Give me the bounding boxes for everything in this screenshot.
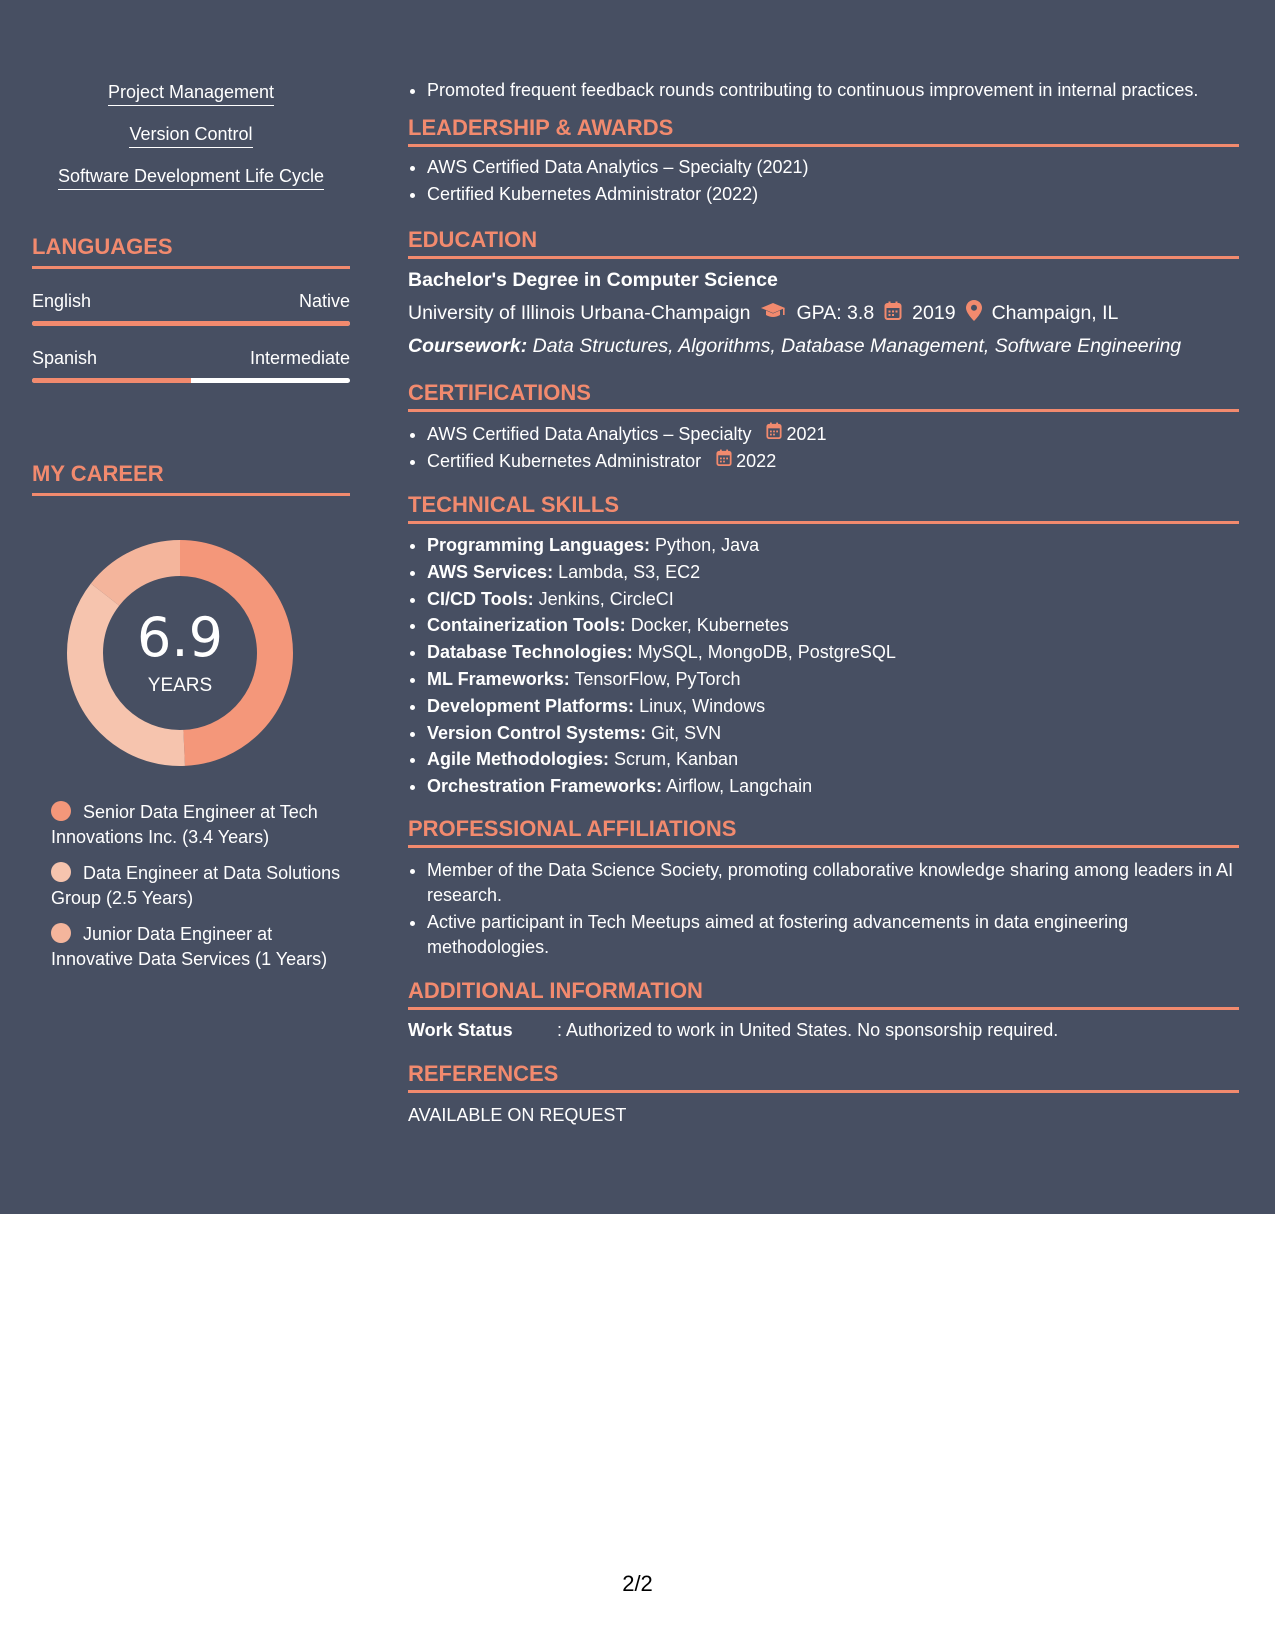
coursework-value: Data Structures, Algorithms, Database Management, Software Engineering <box>532 335 1182 357</box>
legend-dot <box>51 801 71 821</box>
education-year: 2019 <box>912 302 956 324</box>
language-spanish <box>32 348 350 383</box>
technical-skill-item <box>427 612 1239 639</box>
career-donut-chart <box>65 538 295 768</box>
additional-info-heading: ADDITIONAL INFORMATION <box>408 978 1239 1010</box>
technical-skill-value: Python, Java <box>655 535 760 555</box>
calendar-icon <box>766 422 782 447</box>
skill-item: Version Control <box>32 124 350 145</box>
education-degree: Bachelor's Degree in Computer Science <box>408 269 778 291</box>
certification-item: • AWS Certified Data Analytics – Specialty 2021 <box>427 422 1239 447</box>
technical-skill-item <box>427 773 1239 800</box>
experience-bullet: • Promoted frequent feedback rounds contributing to continuous improvement in internal practices. <box>427 78 1239 103</box>
skills-list <box>32 82 350 187</box>
main-content <box>408 78 1239 1126</box>
technical-skill-value: Docker, Kubernetes <box>630 615 789 636</box>
affiliations-list <box>408 858 1239 960</box>
technical-skill-value: Linux, Windows <box>639 695 766 716</box>
language-level: Intermediate <box>249 348 350 368</box>
leadership-heading: LEADERSHIP & AWARDS <box>408 115 1239 147</box>
technical-skill-value: Lambda, S3, EC2 <box>558 561 701 582</box>
language-proficiency-bar <box>32 378 350 383</box>
technical-skill-value: Airflow, Langchain <box>666 776 813 797</box>
language-name: Spanish <box>32 348 98 368</box>
legend-dot <box>51 862 71 882</box>
career-legend-item: Data Engineer at Data Solutions Group (2.5 Years) <box>51 863 341 908</box>
affiliations-heading: PROFESSIONAL AFFILIATIONS <box>408 816 1239 848</box>
coursework-label: Coursework: <box>408 335 528 357</box>
education-coursework <box>408 335 1239 358</box>
work-status-value: : Authorized to work in United States. No sponsorship required. <box>557 1019 1059 1040</box>
references-text: AVAILABLE ON REQUEST <box>408 1104 627 1125</box>
technical-skill-label: Orchestration Frameworks: <box>427 776 663 797</box>
graduation-cap-icon <box>760 302 786 326</box>
language-proficiency-bar <box>32 321 350 326</box>
sidebar <box>32 82 350 983</box>
technical-skills-heading: TECHNICAL SKILLS <box>408 492 1239 524</box>
technical-skill-value: Git, SVN <box>651 722 722 743</box>
certification-item: • Certified Kubernetes Administrator 2022 <box>427 449 1239 474</box>
technical-skill-item <box>427 559 1239 586</box>
certification-year: 2021 <box>786 424 827 444</box>
technical-skill-value: MySQL, MongoDB, PostgreSQL <box>637 642 896 663</box>
technical-skill-item <box>427 720 1239 747</box>
career-legend <box>51 800 341 972</box>
technical-skill-item <box>427 666 1239 693</box>
technical-skills-list <box>408 532 1239 800</box>
work-status-row <box>408 1020 1239 1041</box>
certifications-list <box>408 422 1239 474</box>
technical-skill-item <box>427 746 1239 773</box>
languages-heading: LANGUAGES <box>32 234 350 269</box>
technical-skill-item <box>427 532 1239 559</box>
career-legend-item: Senior Data Engineer at Tech Innovations Inc. (3.4 Years) <box>51 802 318 847</box>
technical-skill-label: Version Control Systems: <box>427 722 647 743</box>
technical-skill-label: ML Frameworks: <box>427 668 570 689</box>
career-total-unit: YEARS <box>147 675 213 696</box>
affiliation-item: • Active participant in Tech Meetups aimed at fostering advancements in data engineering methodologies. <box>427 910 1239 960</box>
technical-skill-label: Programming Languages: <box>427 535 651 555</box>
technical-skill-label: Agile Methodologies: <box>427 749 609 770</box>
experience-bullets <box>408 78 1239 103</box>
language-name: English <box>32 291 92 311</box>
leadership-list <box>408 155 1239 207</box>
leadership-item: • AWS Certified Data Analytics – Specialty (2021) <box>427 155 1239 180</box>
career-heading: MY CAREER <box>32 461 350 496</box>
education-details <box>408 300 1239 327</box>
map-pin-icon <box>966 300 982 327</box>
certifications-heading: CERTIFICATIONS <box>408 380 1239 412</box>
language-english <box>32 291 350 326</box>
career-legend-item: Junior Data Engineer at Innovative Data Services (1 Years) <box>51 924 328 969</box>
technical-skill-item <box>427 639 1239 666</box>
certification-year: 2022 <box>736 451 777 471</box>
technical-skill-label: Development Platforms: <box>427 695 635 716</box>
technical-skill-item <box>427 586 1239 613</box>
technical-skill-label: Database Technologies: <box>427 642 633 663</box>
language-level: Native <box>298 291 350 311</box>
education-gpa: GPA: 3.8 <box>796 302 875 324</box>
references-heading: REFERENCES <box>408 1061 1239 1093</box>
calendar-icon <box>884 301 902 327</box>
technical-skill-label: Containerization Tools: <box>427 615 626 636</box>
technical-skill-value: Scrum, Kanban <box>614 749 739 770</box>
technical-skill-label: CI/CD Tools: <box>427 588 534 609</box>
skill-item: Software Development Life Cycle <box>32 166 350 187</box>
calendar-icon <box>716 449 732 474</box>
education-location: Champaign, IL <box>991 302 1119 324</box>
page-number: 2/2 <box>622 1571 653 1596</box>
technical-skill-value: TensorFlow, PyTorch <box>574 668 741 689</box>
technical-skill-item <box>427 693 1239 720</box>
work-status-label: Work Status <box>408 1019 513 1040</box>
education-heading: EDUCATION <box>408 227 1239 259</box>
legend-dot <box>51 923 71 943</box>
technical-skill-label: AWS Services: <box>427 561 554 582</box>
technical-skill-value: Jenkins, CircleCI <box>538 588 674 609</box>
career-total-years: 6.9 <box>137 606 223 669</box>
skill-item: Project Management <box>32 82 350 103</box>
education-school: University of Illinois Urbana-Champaign <box>408 302 751 324</box>
leadership-item: • Certified Kubernetes Administrator (2022) <box>427 182 1239 207</box>
affiliation-item: • Member of the Data Science Society, promoting collaborative knowledge sharing among leaders in AI research. <box>427 858 1239 908</box>
